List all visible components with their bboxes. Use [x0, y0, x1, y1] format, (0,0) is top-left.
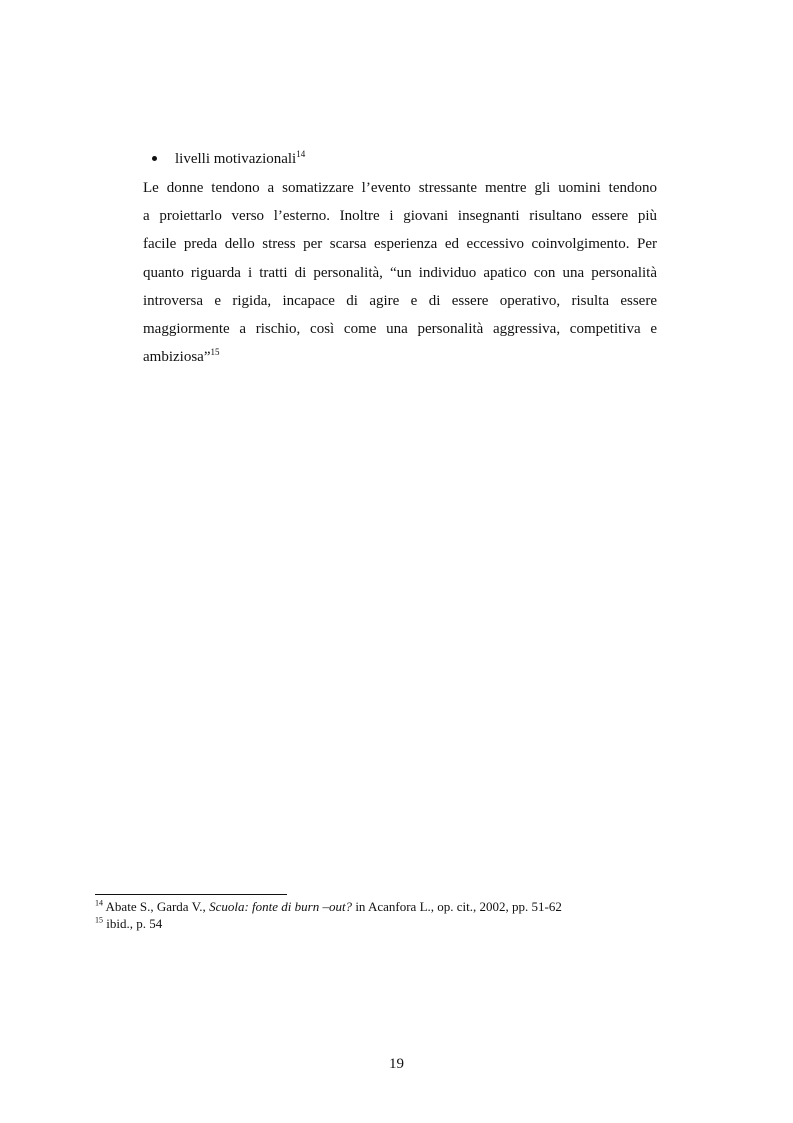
footnote-ref-15: 15: [210, 347, 220, 358]
paragraph-line: facile preda dello stress per scarsa esperienza ed eccessivo coinvolgimento. Per: [143, 236, 657, 253]
paragraph-line-text: ambiziosa”: [143, 349, 211, 366]
paragraph-line: Le donne tendono a somatizzare l’evento stressante mentre gli uomini tendono: [143, 180, 657, 196]
bullet-item: [152, 149, 305, 169]
paragraph-line: quanto riguarda i tratti di personalità, “un individuo apatico con una personalità: [143, 264, 657, 281]
footnotes: [95, 898, 695, 932]
bullet-icon: [152, 156, 157, 161]
paragraph-line-last: [143, 343, 657, 371]
page-number: 19: [389, 1056, 404, 1072]
footnote-separator: [95, 894, 287, 895]
footnote-text: in Acanfora L., op. cit., 2002, pp. 51-62: [352, 899, 562, 914]
bullet-text: livelli motivazionali: [175, 151, 297, 167]
footnote-title: Scuola: fonte di burn –out?: [209, 899, 353, 914]
paragraph-line: maggiormente a rischio, così come una personalità aggressiva, competitiva e: [143, 320, 657, 337]
footnote-14: [95, 898, 695, 915]
footnote-text: Abate S., Garda V.,: [105, 899, 210, 914]
paragraph-line: a proiettarlo verso l’esterno. Inoltre i giovani insegnanti risultano essere più: [143, 208, 657, 225]
footnote-ref-14: 14: [296, 149, 306, 159]
footnote-15: [95, 915, 695, 932]
footnote-number: 15: [95, 915, 103, 925]
footnote-text: ibid., p. 54: [106, 916, 163, 931]
footnote-number: 14: [95, 898, 103, 908]
body-paragraph: [143, 174, 657, 371]
paragraph-line: introversa e rigida, incapace di agire e di essere operativo, risulta essere: [143, 292, 657, 309]
